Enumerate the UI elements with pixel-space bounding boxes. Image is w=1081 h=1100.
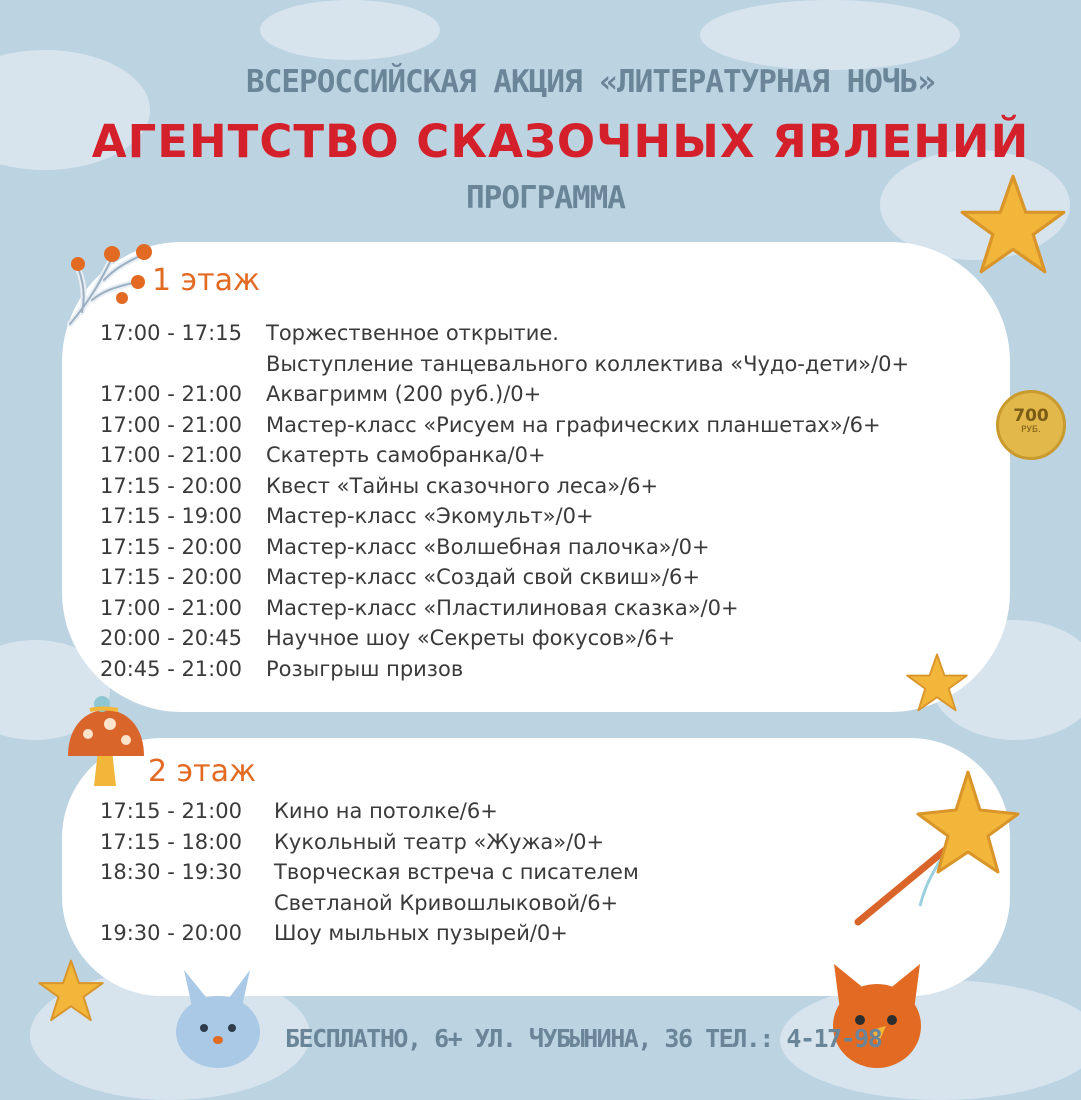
schedule-time: 17:00 - 17:15 bbox=[100, 321, 242, 345]
coin-badge bbox=[996, 390, 1066, 460]
schedule-item bbox=[100, 654, 909, 685]
schedule-time: 18:30 - 19:30 bbox=[100, 860, 242, 884]
schedule-activity: Торжественное открытие. bbox=[266, 321, 559, 345]
schedule-activity: Мастер-класс «Экомульт»/0+ bbox=[266, 504, 594, 528]
schedule-time: 17:15 - 19:00 bbox=[100, 504, 242, 528]
schedule-activity-continued: Выступление танцевального коллектива «Чудо-дети»/0+ bbox=[266, 351, 910, 376]
schedule-item bbox=[100, 379, 909, 410]
schedule-item bbox=[100, 501, 909, 532]
star-icon bbox=[960, 172, 1066, 278]
floor-2-heading: 2 этаж bbox=[148, 754, 256, 789]
schedule-item bbox=[100, 796, 639, 827]
schedule-time: 17:15 - 20:00 bbox=[100, 473, 242, 498]
schedule-time: 17:15 - 21:00 bbox=[100, 799, 242, 823]
schedule-item bbox=[100, 623, 909, 654]
floor-2-schedule bbox=[100, 796, 639, 949]
schedule-time: 20:45 - 21:00 bbox=[100, 656, 242, 681]
floor-1-schedule bbox=[100, 318, 909, 684]
schedule-time: 17:15 - 18:00 bbox=[100, 829, 242, 854]
schedule-activity: Научное шоу «Секреты фокусов»/6+ bbox=[266, 626, 676, 650]
schedule-activity: Мастер-класс «Создай свой сквиш»/6+ bbox=[266, 565, 701, 589]
schedule-item bbox=[100, 410, 909, 441]
schedule-activity: Творческая встреча с писателем bbox=[274, 860, 639, 884]
schedule-time: 19:30 - 20:00 bbox=[100, 921, 242, 945]
schedule-time: 17:15 - 20:00 bbox=[100, 565, 242, 589]
schedule-time: 17:00 - 21:00 bbox=[100, 382, 242, 406]
mushroom-icon bbox=[62, 690, 152, 790]
schedule-item bbox=[100, 857, 639, 918]
coin-value: 700 bbox=[1013, 406, 1049, 426]
schedule-activity-block bbox=[266, 318, 909, 379]
bunny-icon bbox=[170, 966, 266, 1072]
schedule-activity-continued: Светланой Кривошлыковой/6+ bbox=[274, 890, 619, 915]
schedule-activity: Шоу мыльных пузырей/0+ bbox=[274, 921, 568, 945]
schedule-item bbox=[100, 532, 909, 563]
schedule-item bbox=[100, 593, 909, 624]
schedule-activity: Квест «Тайны сказочного леса»/6+ bbox=[266, 473, 659, 498]
schedule-time: 20:00 - 20:45 bbox=[100, 626, 242, 650]
program-heading: ПРОГРАММА bbox=[466, 180, 625, 216]
schedule-activity: Скатерть самобранка/0+ bbox=[266, 443, 546, 467]
schedule-item bbox=[100, 440, 909, 471]
floor-1-heading: 1 этаж bbox=[152, 263, 260, 298]
schedule-activity: Мастер-класс «Пластилиновая сказка»/0+ bbox=[266, 595, 739, 620]
star-icon bbox=[38, 958, 104, 1024]
schedule-item bbox=[100, 562, 909, 593]
schedule-item bbox=[100, 318, 909, 379]
schedule-item bbox=[100, 471, 909, 502]
schedule-time: 17:15 - 20:00 bbox=[100, 534, 242, 559]
page-title: АГЕНТСТВО СКАЗОЧНЫХ ЯВЛЕНИЙ bbox=[91, 115, 1030, 168]
berry-branch-icon bbox=[62, 228, 158, 328]
footer-info: БЕСПЛАТНО, 6+ УЛ. ЧУБЫНИНА, 36 ТЕЛ.: 4-17-98 bbox=[285, 1024, 882, 1053]
schedule-item bbox=[100, 827, 639, 858]
event-subtitle: ВСЕРОССИЙСКАЯ АКЦИЯ «ЛИТЕРАТУРНАЯ НОЧЬ» bbox=[246, 64, 935, 100]
background-cloud bbox=[260, 0, 440, 60]
schedule-time: 17:00 - 21:00 bbox=[100, 443, 242, 467]
schedule-item bbox=[100, 918, 639, 949]
magic-wand-icon bbox=[850, 766, 1020, 932]
schedule-activity: Кукольный театр «Жужа»/0+ bbox=[274, 829, 605, 854]
schedule-activity: Мастер-класс «Волшебная палочка»/0+ bbox=[266, 534, 710, 559]
fox-icon bbox=[828, 960, 926, 1072]
coin-unit: РУБ. bbox=[1021, 425, 1041, 435]
schedule-time: 17:00 - 21:00 bbox=[100, 595, 242, 620]
schedule-activity-block bbox=[274, 857, 639, 918]
background-cloud bbox=[700, 0, 960, 70]
star-icon bbox=[906, 652, 968, 714]
schedule-activity: Розыгрыш призов bbox=[266, 656, 464, 681]
schedule-activity: Мастер-класс «Рисуем на графических планшетах»/6+ bbox=[266, 412, 881, 437]
schedule-activity: Аквагримм (200 руб.)/0+ bbox=[266, 382, 542, 406]
schedule-activity: Кино на потолке/6+ bbox=[274, 799, 498, 823]
schedule-time: 17:00 - 21:00 bbox=[100, 412, 242, 437]
